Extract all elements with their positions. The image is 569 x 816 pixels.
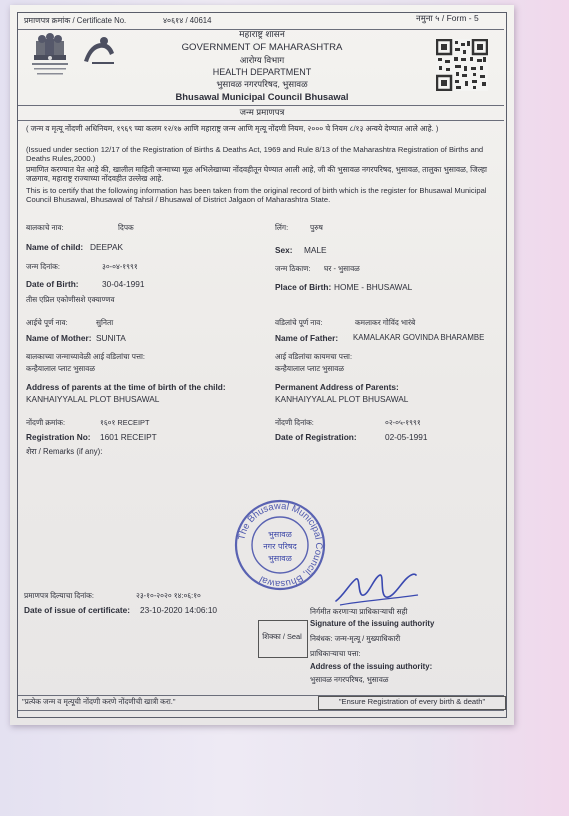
child-name-marathi-value: दिपक [118, 223, 134, 232]
dob-value: 30-04-1991 [102, 279, 145, 289]
stamp-center-line-1: भुसावळ [268, 530, 292, 539]
registration-date-marathi-label: नोंदणी दिनांक: [275, 418, 314, 427]
birth-address-value: KANHAIYYALAL PLOT BHUSAWAL [26, 394, 160, 404]
preamble-marathi-1: ( जन्म व मृत्यू नोंदणी अधिनियम, १९६९ च्या कलम १२/१७ आणि महाराष्ट्र जन्म आणि मृत्यू नोंदणी नियम, २००० चे नियम ८/१३ अन्वये देण्यात आले आहे. ) [26, 124, 439, 133]
permanent-address-marathi-value: कन्हैयालाल प्लाट भुसावळ [275, 364, 344, 373]
issue-date-marathi-value: २३-१०-२०२० १४:०६:१० [136, 591, 201, 600]
council-title-marathi: भुसावळ नगरपरिषद, भुसावळ [216, 79, 308, 89]
authority-address-marathi-label: प्राधिकाऱ्याचा पत्ता: [310, 649, 361, 658]
birth-certificate [10, 5, 514, 725]
signature-icon [330, 565, 422, 611]
qr-code-icon [436, 39, 488, 91]
permanent-address-label: Permanent Address of Parents: [275, 382, 399, 392]
child-name-marathi-label: बालकाचे नाव: [26, 223, 64, 232]
authority-address-value: भुसावळ नगरपरिषद, भुसावळ [310, 675, 389, 684]
registration-date-marathi-value: ०२-०५-१९९१ [385, 418, 421, 427]
remarks-label: शेरा / Remarks (if any): [26, 447, 103, 456]
authority-signature-label: Signature of the issuing authority [310, 619, 435, 628]
municipal-council-stamp-icon [234, 499, 326, 591]
dob-label: Date of Birth: [26, 279, 79, 289]
state-title-marathi: महाराष्ट्र शासन [239, 29, 285, 39]
footer-english-slogan: "Ensure Registration of every birth & death" [338, 697, 486, 706]
certificate-no-value: ४०६१४ / 40614 [163, 16, 212, 25]
dob-marathi-label: जन्म दिनांक: [26, 262, 60, 271]
mother-name-marathi-label: आईचे पूर्ण नाव: [26, 318, 68, 327]
stamp-ring-text: The Bhusawal Municipal Council, Bhusawal [236, 500, 325, 590]
sex-marathi-value: पुरुष [310, 223, 323, 232]
sex-marathi-label: लिंग: [275, 223, 289, 232]
preamble-english-1: (Issued under section 12/17 of the Registration of Births & Deaths Act, 1969 and Rule 8/13 of the Maharashtra Registration of Births and Deaths Rules,2000.) [26, 145, 484, 164]
child-name-label: Name of child: [26, 242, 84, 252]
sex-label: Sex: [275, 245, 293, 255]
department-title: HEALTH DEPARTMENT [212, 67, 312, 77]
seal-label: शिक्का / Seal [262, 632, 302, 641]
authority-address-label: Address of the issuing authority: [310, 662, 433, 671]
pob-marathi-label: जन्म ठिकाण: [275, 264, 311, 273]
authority-marathi: निर्गमीत करणाऱ्या प्राधिकाऱ्याची सही [310, 607, 408, 616]
stamp-center-line-3: भुसावळ [268, 554, 292, 563]
registration-no-marathi-label: नोंदणी क्रमांक: [26, 418, 65, 427]
issue-date-label: Date of issue of certificate: [24, 605, 131, 615]
form-number: नमुना ५ / Form - 5 [416, 13, 479, 23]
birth-address-marathi-value: कन्हैयालाल प्लाट भुसावळ [26, 364, 95, 373]
registration-date-label: Date of Registration: [275, 432, 357, 442]
government-title: GOVERNMENT OF MAHARASHTRA [181, 42, 343, 53]
registration-no-marathi-value: १६०१ RECEIPT [100, 418, 150, 427]
child-name-value: DEEPAK [90, 242, 124, 252]
father-name-value: KAMALAKAR GOVINDA BHARAMBE [353, 333, 485, 342]
council-title: Bhusawal Municipal Council Bhusawal [175, 91, 349, 102]
pob-value: HOME - BHUSAWAL [334, 282, 413, 292]
sex-value: MALE [304, 245, 327, 255]
dob-marathi-value: ३०-०४-१९९१ [102, 262, 138, 271]
father-name-marathi-value: कमलाकर गोविंद भारंबे [355, 318, 416, 327]
father-name-marathi-label: वडिलांचे पूर्ण नाव: [275, 318, 323, 327]
mother-name-value: SUNITA [96, 333, 126, 343]
state-emblem-icon [28, 33, 72, 85]
preamble-english-2: This is to certify that the following information has been taken from the original record of birth which is the register for Bhusawal Municipal Council Bhusawal, Bhusawal of Tahsil / Bhusawal of District Jalgaon of Maharashtra State. [26, 186, 487, 205]
birth-address-marathi-label: बालकाच्या जन्माच्यावेळी आई वडिलांचा पत्ता: [26, 352, 145, 361]
health-department-logo-icon [80, 35, 118, 67]
permanent-address-value: KANHAIYYALAL PLOT BHUSAWAL [275, 394, 409, 404]
subtitle-divider [18, 120, 504, 121]
footer-marathi-slogan: "प्रत्येक जन्म व मृत्यूची नोंदणी करणे नोंदणीची खात्री करा." [22, 697, 176, 706]
registration-no-value: 1601 RECEIPT [100, 432, 157, 442]
dob-in-words: तीस एप्रिल एकोणीसशे एक्याण्णव [26, 295, 115, 304]
title-divider [18, 105, 504, 106]
permanent-address-marathi-label: आई वडिलांचा कायमचा पत्ता: [275, 352, 353, 361]
birth-address-label: Address of parents at the time of birth of the child: [26, 382, 226, 392]
pob-label: Place of Birth: [275, 282, 332, 292]
issue-date-value: 23-10-2020 14:06:10 [140, 605, 218, 615]
registration-no-label: Registration No: [26, 432, 91, 442]
certificate-no-label: प्रमाणपत्र क्रमांक / Certificate No. [24, 16, 127, 25]
mother-name-label: Name of Mother: [26, 333, 92, 343]
preamble-marathi-2: प्रमाणित करण्यात येत आहे की, खालील माहिती जन्माच्या मूळ अभिलेखाच्या नोंदवहीतून घेण्यात आली आहे, जी की भुसावळ नगरपरिषद, भुसावळ, तालुका भुसावळ, जिल्हा जळगाव, महाराष्ट्र राज्याच्या नोंदवहीत उल्लेख आहे. [26, 165, 487, 184]
department-title-marathi: आरोग्य विभाग [239, 55, 285, 65]
mother-name-marathi-value: सुनिता [96, 318, 114, 327]
father-name-label: Name of Father: [275, 333, 339, 343]
certificate-title-marathi: जन्म प्रमाणपत्र [239, 107, 285, 117]
pob-marathi-value: घर - भुसावळ [324, 264, 360, 273]
registration-date-value: 02-05-1991 [385, 432, 428, 442]
issue-date-marathi-label: प्रमाणपत्र दिल्याचा दिनांक: [24, 591, 94, 600]
stamp-center-line-2: नगर परिषद [263, 542, 297, 551]
registrar-marathi: निबंधक: जन्म-मृत्यू / मुख्याधिकारी [310, 634, 401, 643]
